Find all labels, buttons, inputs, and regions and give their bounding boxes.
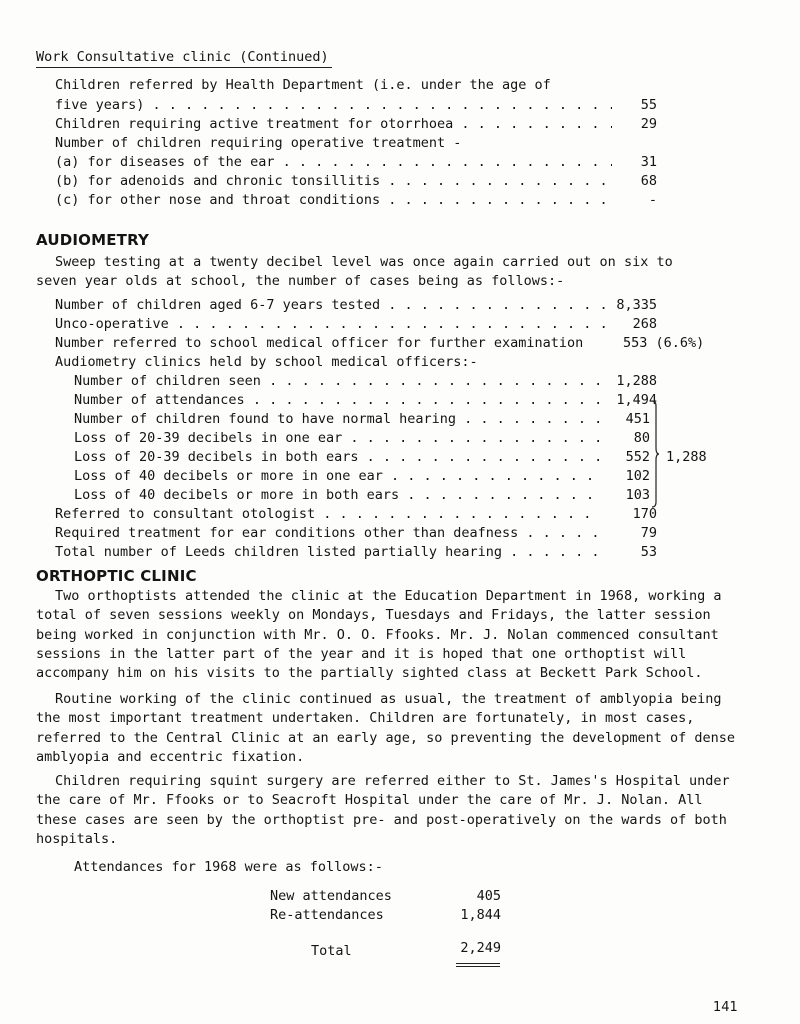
header-underline (36, 67, 332, 68)
re-attendances-label: Re-attendances (270, 907, 384, 923)
audiometry-row-label: Loss of 40 decibels or more in both ears . . . (74, 485, 602, 505)
page-header: Work Consultative clinic (Continued) (36, 49, 329, 65)
audiometry-row-label: Loss of 20-39 decibels in both ears . . . (74, 447, 602, 467)
audiometry-row-label: Total number of Leeds children listed partially hearing . . . (55, 542, 602, 562)
total-label: Total (311, 943, 352, 959)
audiometry-row-label: Audiometry clinics held by school medical officers:- (55, 354, 478, 370)
audiometry-row-label: Loss of 20-39 decibels in one ear . . . (74, 428, 602, 448)
total-value: 2,249 (460, 940, 501, 956)
audiometry-intro: Sweep testing at a twenty decibel level was once again carried out on six to (55, 254, 673, 270)
audiometry-intro: seven year olds at school, the number of cases being as follows:- (36, 273, 565, 289)
audiometry-row-value: 170 (632, 506, 657, 522)
audiometry-row-value: 80 (633, 430, 650, 446)
audiometry-row-label: Number of children seen . . . (74, 371, 602, 391)
bracket-brace (651, 400, 659, 508)
audiometry-row-label: Loss of 40 decibels or more in one ear . . . (74, 466, 602, 486)
audiometry-row-label: Referred to consultant otologist . . . (55, 504, 602, 524)
orthoptic-paragraph: Children requiring squint surgery are referred either to St. James's Hospital under the care of Mr. Ffooks or to Seacroft Hospital under the care of Mr. J. Nolan. All these cases are seen by the orthoptist pre- and post-operatively on the wards of both hospitals. (36, 773, 730, 847)
orthoptic-heading: ORTHOPTIC CLINIC (36, 567, 197, 585)
total-double-underline (456, 966, 500, 967)
audiometry-row-label: Number of attendances . . . (74, 390, 602, 410)
audiometry-row-label: Required treatment for ear conditions other than deafness . . . (55, 523, 602, 543)
page-number: 141 (713, 1000, 738, 1015)
orthoptic-paragraph: Routine working of the clinic continued as usual, the treatment of amblyopia being the most important treatment undertaken. Children are fortunately, in most cases, referred to the Central Clinic at an early age, so preventing the development of dense amblyopia and eccentric fixation. (36, 691, 735, 765)
referral-row-value: 29 (640, 116, 657, 132)
referral-row-label: Children referred by Health Department (i.e. under the age of (55, 77, 551, 93)
audiometry-row-value: 1,494 (616, 392, 657, 408)
audiometry-row-label: Number of children aged 6-7 years tested . . . (55, 295, 607, 315)
audiometry-row-label: Number of children found to have normal hearing . . . (74, 409, 602, 429)
referral-row-label: five years) . . . (55, 95, 612, 115)
orthoptic-paragraph: Two orthoptists attended the clinic at the Education Department in 1968, working a total of seven sessions weekly on Mondays, Tuesdays and Fridays, the latter session being worked in conjunction with Mr. O. O. Ffooks. Mr. J. Nolan commenced consultant sessions in the latter part of the year and it is hoped that one orthoptist will accompany him on his visits to the partially sighted class at Beckett Park School. (36, 588, 722, 682)
audiometry-row-value: 8,335 (616, 297, 657, 313)
new-attendances-value: 405 (476, 888, 501, 904)
audiometry-row-value: 102 (625, 468, 650, 484)
audiometry-row-value: 1,288 (616, 373, 657, 389)
audiometry-heading: AUDIOMETRY (36, 231, 150, 249)
audiometry-row-value: 53 (640, 544, 657, 560)
audiometry-row-value: 552 (625, 449, 650, 465)
new-attendances-label: New attendances (270, 888, 392, 904)
referral-row-value: - (648, 192, 657, 208)
referral-row-value: 55 (640, 97, 657, 113)
referral-row-label: Children requiring active treatment for otorrhoea . . . (55, 114, 612, 134)
referral-row-label: (a) for diseases of the ear . . . (55, 152, 612, 172)
referral-row-value: 68 (640, 173, 657, 189)
referral-row-label: Number of children requiring operative treatment - (55, 135, 462, 151)
audiometry-row-label: Number referred to school medical officer for further examination (55, 335, 584, 351)
referral-row-value: 31 (640, 154, 657, 170)
audiometry-row-label: Unco-operative . . . (55, 314, 607, 334)
audiometry-row-value: 79 (640, 525, 657, 541)
attendances-intro: Attendances for 1968 were as follows:- (74, 859, 383, 875)
bracket-total: 1,288 (666, 449, 707, 465)
total-double-underline (456, 963, 500, 964)
audiometry-row-value: 553 (6.6%) (623, 335, 705, 351)
audiometry-row-value: 103 (625, 487, 650, 503)
referral-row-label: (c) for other nose and throat conditions . . . (55, 190, 612, 210)
re-attendances-value: 1,844 (460, 907, 501, 923)
audiometry-row-value: 451 (625, 411, 650, 427)
audiometry-row-value: 268 (632, 316, 657, 332)
referral-row-label: (b) for adenoids and chronic tonsillitis . . . (55, 171, 612, 191)
